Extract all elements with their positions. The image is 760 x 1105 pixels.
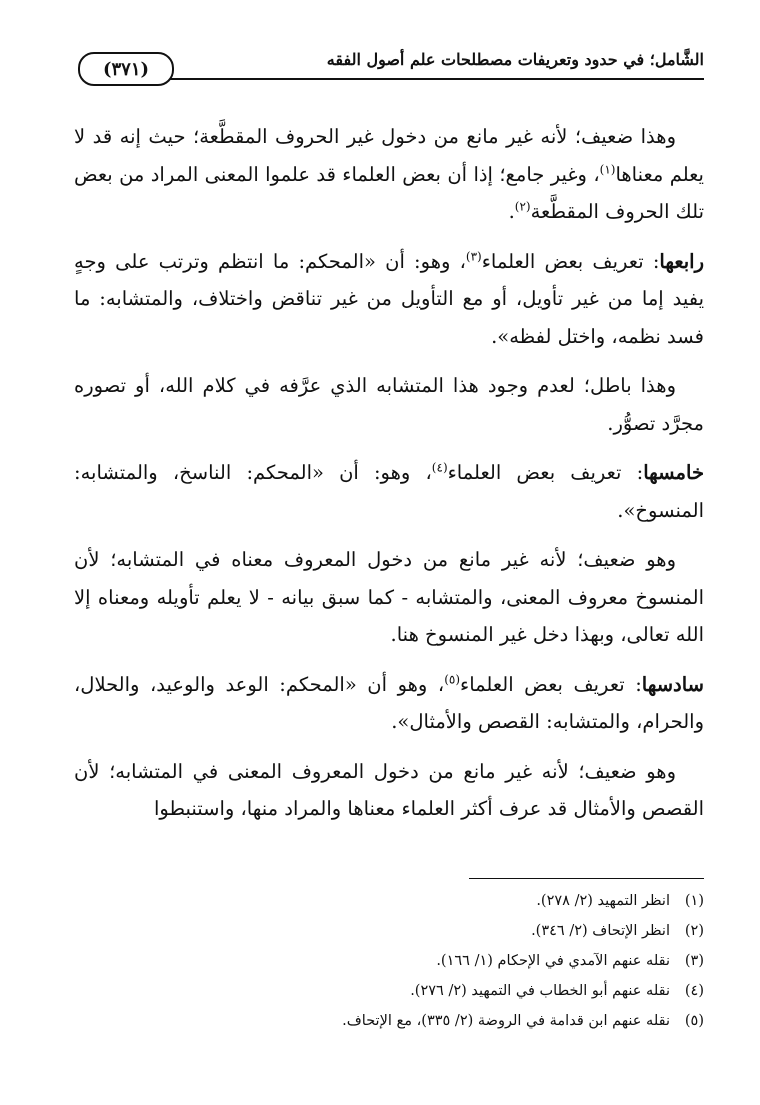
section-lead-4: رابعها [659,249,704,273]
footnote-ref-1: (١) [599,162,616,176]
footnote-ref-3: (٣) [465,249,482,263]
footnote-ref-5: (٥) [444,672,461,686]
section-lead-5: خامسها [643,461,705,484]
footnotes [74,886,704,1036]
header-rule [170,78,704,80]
page-number: (٣٧١) [78,52,174,86]
body-text [74,118,704,840]
running-title: الشَّامل؛ في حدود وتعريفات مصطلحات علم أصول الفقه [326,50,704,69]
footnote-3: (٣)نقله عنهم الآمدي في الإحكام (١/ ١٦٦). [436,953,704,969]
footnote-4: (٤)نقله عنهم أبو الخطاب في التمهيد (٢/ ٢٧٦). [410,983,704,999]
footnote-5: (٥)نقله عنهم ابن قدامة في الروضة (٢/ ٣٣٥)، مع الإتحاف. [342,1013,704,1029]
paragraph-4: خامسها: تعريف بعض العلماء$^{(٤)}$، وهو: أن «المحكم: الناسخ، والمتشابه: المنسوخ». [74,460,705,522]
paragraph-5: وهو ضعيف؛ لأنه غير مانع من دخول المعروف معناه في المتشابه؛ لأن المنسوخ معروف المعنى، والمتشابه - كما سبق بيانه - لا يعلم تأويله ومعناه إلا الله تعالى، وبهذا دخل غير المنسوخ هنا. [74,548,704,646]
footnote-ref-4: (٤) [431,460,448,475]
section-lead-6: سادسها [641,672,704,696]
footnote-divider [469,878,704,879]
paragraph-6: سادسها: تعريف بعض العلماء$^{(٥)}$، وهو أن «المحكم: الوعد والوعيد، والحلال، والحرام، والمتشابه: القصص والأمثال». [74,672,704,733]
paragraph-7: وهو ضعيف؛ لأنه غير مانع من دخول المعروف المعنى في المتشابه؛ لأن القصص والأمثال قد عرف أكثر العلماء معناها والمراد منها، واستنبطوا [74,759,704,820]
page-header [78,50,704,100]
footnote-1: (١)انظر التمهيد (٢/ ٢٧٨). [536,893,704,909]
footnote-2: (٢)انظر الإتحاف (٢/ ٣٤٦). [531,923,704,939]
paragraph-2: رابعها: تعريف بعض العلماء$^{(٣)}$، وهو: أن «المحكم: ما انتظم وترتب على وجهٍ يفيد إما من غير تأويل، أو مع التأويل من غير تناقض واختلاف، والمتشابه: ما فسد نظمه، واختل لفظه». [74,249,704,348]
paragraph-3: وهذا باطل؛ لعدم وجود هذا المتشابه الذي عرَّفه في كلام الله، أو تصوره مجرَّد تصوُّر. [74,374,704,435]
footnote-ref-2: (٢) [514,199,531,214]
paragraph-1: وهذا ضعيف؛ لأنه غير مانع من دخول غير الحروف المقطَّعة؛ حيث إنه قد لا يعلم معناها$^{(١)}$، وغير جامع؛ إذا أن بعض العلماء قد علموا المعنى المراد من بعض تلك الحروف المقطَّعة$^{(٢)}$. [74,125,704,223]
